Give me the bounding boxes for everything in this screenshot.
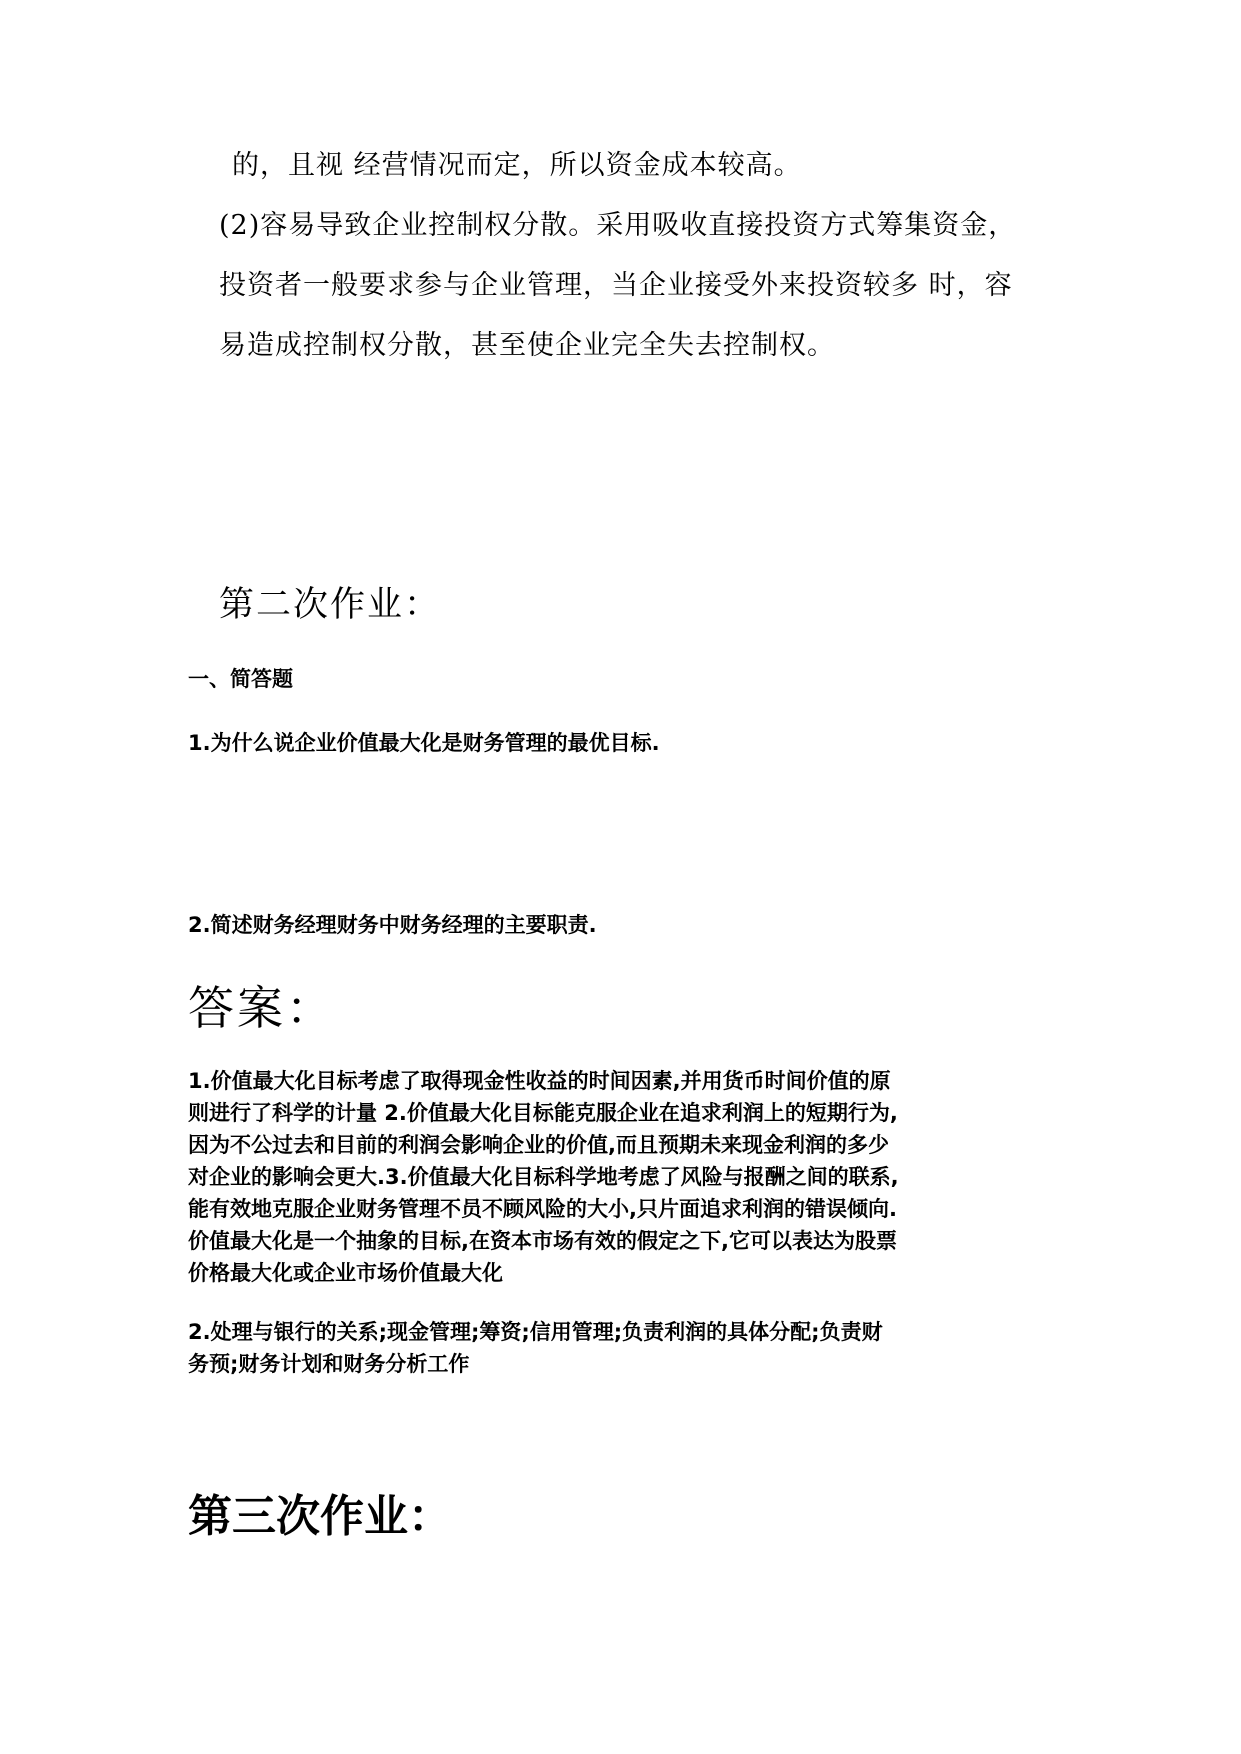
answer-heading: 答案：: [188, 981, 335, 1035]
paragraph-line: 易造成控制权分散，甚至使企业完全失去控制权。: [219, 330, 835, 361]
section-two-title: 第二次作业：: [219, 585, 442, 625]
question-2: 2.简述财务经理财务中财务经理的主要职责.: [188, 913, 597, 937]
answer-line: 2.处理与银行的关系;现金管理;筹资;信用管理;负责利润的具体分配;负责财: [188, 1320, 883, 1344]
section-two-subheading: 一、简答题: [188, 667, 293, 691]
answer-line: 务预;财务计划和财务分析工作: [188, 1352, 470, 1376]
answer-line: 价值最大化是一个抽象的目标,在资本市场有效的假定之下,它可以表达为股票: [188, 1229, 897, 1253]
question-1: 1.为什么说企业价值最大化是财务管理的最优目标.: [188, 731, 660, 755]
answer-line: 对企业的影响会更大.3.价值最大化目标科学地考虑了风险与报酬之间的联系,: [188, 1165, 899, 1189]
section-three-title: 第三次作业：: [188, 1491, 452, 1542]
answer-line: 则进行了科学的计量 2.价值最大化目标能克服企业在追求利润上的短期行为,: [188, 1101, 898, 1125]
answer-line: 价格最大化或企业市场价值最大化: [188, 1261, 503, 1285]
answer-line: 1.价值最大化目标考虑了取得现金性收益的时间因素,并用货币时间价值的原: [188, 1069, 891, 1093]
paragraph-line: (2)容易导致企业控制权分散。采用吸收直接投资方式筹集资金，: [219, 210, 1017, 241]
paragraph-line: 投资者一般要求参与企业管理，当企业接受外来投资较多 时，容: [219, 270, 1013, 301]
answer-line: 能有效地克服企业财务管理不员不顾风险的大小,只片面追求利润的错误倾向.: [188, 1197, 897, 1221]
answer-line: 因为不公过去和目前的利润会影响企业的价值,而且预期未来现金利润的多少: [188, 1133, 889, 1157]
paragraph-line: 的，且视 经营情况而定，所以资金成本较高。: [232, 150, 802, 181]
